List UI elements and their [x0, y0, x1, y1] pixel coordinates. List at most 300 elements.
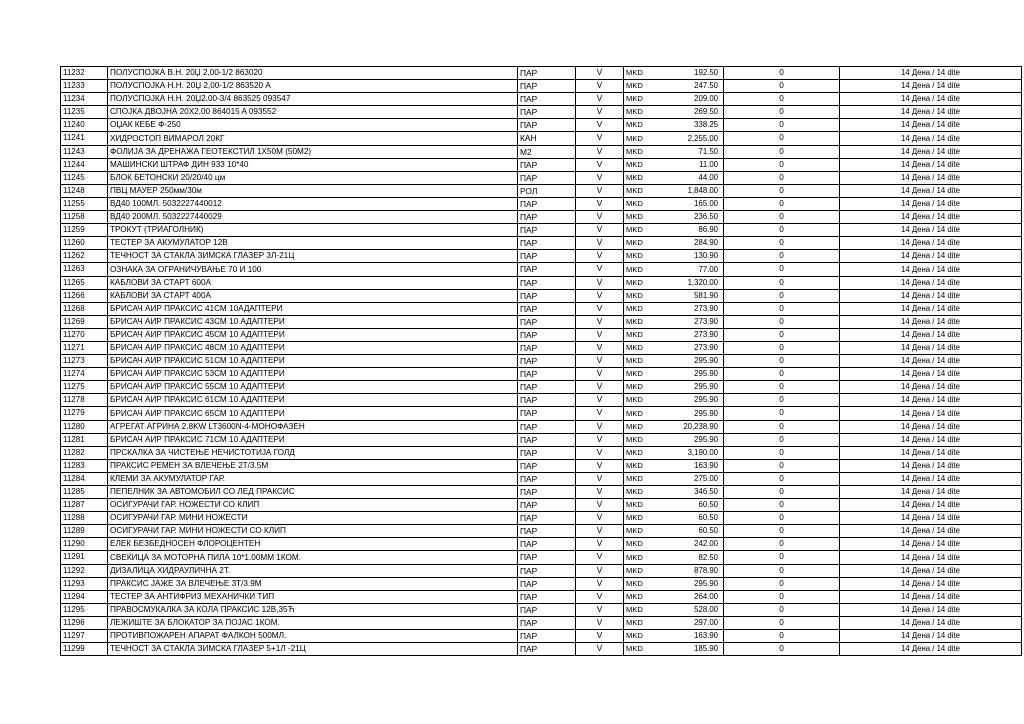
table-row	[61, 603, 1022, 616]
unit-cell: ПАР	[518, 368, 576, 381]
item-code-cell: 11279	[61, 407, 108, 420]
currency-cell: MKD	[624, 525, 664, 538]
item-name-cell: БРИСАЧ АИР ПРАКСИС 41СМ 10АДАПТЕРИ	[108, 302, 518, 315]
delivery-term-cell: 14 Дена / 14 dite	[840, 106, 1022, 119]
price-cell: 1,320.00	[664, 276, 724, 289]
item-code-cell: 11235	[61, 106, 108, 119]
delivery-term-cell: 14 Дена / 14 dite	[840, 643, 1022, 656]
item-code-cell: 11281	[61, 433, 108, 446]
item-code-cell: 11297	[61, 630, 108, 643]
delivery-term-cell: 14 Дена / 14 dite	[840, 224, 1022, 237]
price-cell: 338.25	[664, 119, 724, 132]
quantity-cell: 0	[724, 171, 840, 184]
unit-cell: КАН	[518, 132, 576, 145]
unit-cell: ПАР	[518, 407, 576, 420]
delivery-term-cell: 14 Дена / 14 dite	[840, 459, 1022, 472]
delivery-term-cell: 14 Дена / 14 dite	[840, 184, 1022, 197]
vat-flag-cell: V	[576, 341, 624, 354]
unit-cell: ПАР	[518, 643, 576, 656]
unit-cell: ПАР	[518, 486, 576, 499]
quantity-cell: 0	[724, 538, 840, 551]
table-body	[61, 67, 1022, 656]
currency-cell: MKD	[624, 577, 664, 590]
price-cell: 86.90	[664, 224, 724, 237]
unit-cell: ПАР	[518, 67, 576, 80]
delivery-term-cell: 14 Дена / 14 dite	[840, 551, 1022, 564]
quantity-cell: 0	[724, 355, 840, 368]
table-row	[61, 577, 1022, 590]
table-row	[61, 289, 1022, 302]
unit-cell: ПАР	[518, 224, 576, 237]
vat-flag-cell: V	[576, 289, 624, 302]
delivery-term-cell: 14 Дена / 14 dite	[840, 341, 1022, 354]
item-name-cell: ПРАКСИС РЕМЕН ЗА ВЛЕЧЕЊЕ 2Т/3.5М	[108, 459, 518, 472]
item-name-cell: БРИСАЧ АИР ПРАКСИС 53СМ 10 АДАПТЕРИ	[108, 368, 518, 381]
table-row	[61, 394, 1022, 407]
quantity-cell: 0	[724, 341, 840, 354]
item-code-cell: 11278	[61, 394, 108, 407]
vat-flag-cell: V	[576, 486, 624, 499]
currency-cell: MKD	[624, 538, 664, 551]
item-code-cell: 11268	[61, 302, 108, 315]
unit-cell: ПАР	[518, 630, 576, 643]
vat-flag-cell: V	[576, 119, 624, 132]
quantity-cell: 0	[724, 564, 840, 577]
item-name-cell: КАБЛОВИ ЗА СТАРТ 600А	[108, 276, 518, 289]
delivery-term-cell: 14 Дена / 14 dite	[840, 446, 1022, 459]
item-code-cell: 11260	[61, 237, 108, 250]
price-cell: 2,255.00	[664, 132, 724, 145]
vat-flag-cell: V	[576, 446, 624, 459]
delivery-term-cell: 14 Дена / 14 dite	[840, 289, 1022, 302]
item-name-cell: МАШИНСКИ ШТРАФ ДИН 933 10*40	[108, 158, 518, 171]
delivery-term-cell: 14 Дена / 14 dite	[840, 577, 1022, 590]
vat-flag-cell: V	[576, 368, 624, 381]
item-name-cell: ПРОТИВПОЖАРЕН АПАРАТ ФАЛКОН 500МЛ.	[108, 630, 518, 643]
delivery-term-cell: 14 Дена / 14 dite	[840, 211, 1022, 224]
unit-cell: ПАР	[518, 551, 576, 564]
item-name-cell: ЛЕЖИШТЕ ЗА БЛОКАТОР ЗА ПОЈАС 1КОМ.	[108, 616, 518, 629]
vat-flag-cell: V	[576, 224, 624, 237]
unit-cell: ПАР	[518, 158, 576, 171]
unit-cell: ПАР	[518, 590, 576, 603]
currency-cell: MKD	[624, 80, 664, 93]
quantity-cell: 0	[724, 145, 840, 158]
unit-cell: ПАР	[518, 328, 576, 341]
delivery-term-cell: 14 Дена / 14 dite	[840, 368, 1022, 381]
item-code-cell: 11255	[61, 197, 108, 210]
item-name-cell: ФОЛИЈА ЗА ДРЕНАЖА ГЕОТЕКСТИЛ 1X50M (50M2)	[108, 145, 518, 158]
price-cell: 163.90	[664, 630, 724, 643]
table-row	[61, 472, 1022, 485]
vat-flag-cell: V	[576, 577, 624, 590]
price-cell: 295.90	[664, 407, 724, 420]
item-code-cell: 11284	[61, 472, 108, 485]
table-row	[61, 276, 1022, 289]
item-code-cell: 11240	[61, 119, 108, 132]
unit-cell: ПАР	[518, 250, 576, 263]
delivery-term-cell: 14 Дена / 14 dite	[840, 420, 1022, 433]
item-code-cell: 11299	[61, 643, 108, 656]
delivery-term-cell: 14 Дена / 14 dite	[840, 119, 1022, 132]
vat-flag-cell: V	[576, 158, 624, 171]
currency-cell: MKD	[624, 171, 664, 184]
delivery-term-cell: 14 Дена / 14 dite	[840, 197, 1022, 210]
table-row	[61, 551, 1022, 564]
table-row	[61, 341, 1022, 354]
delivery-term-cell: 14 Дена / 14 dite	[840, 381, 1022, 394]
table-row	[61, 525, 1022, 538]
quantity-cell: 0	[724, 525, 840, 538]
price-cell: 878.90	[664, 564, 724, 577]
item-name-cell: ТРОКУТ (ТРИАГОЛНИК)	[108, 224, 518, 237]
price-cell: 273.90	[664, 341, 724, 354]
currency-cell: MKD	[624, 459, 664, 472]
delivery-term-cell: 14 Дена / 14 dite	[840, 590, 1022, 603]
currency-cell: MKD	[624, 341, 664, 354]
currency-cell: MKD	[624, 289, 664, 302]
item-name-cell: ОСИГУРАЧИ ГАР. МИНИ НОЖЕСТИ СО КЛИП	[108, 525, 518, 538]
price-cell: 247.50	[664, 80, 724, 93]
currency-cell: MKD	[624, 355, 664, 368]
delivery-term-cell: 14 Дена / 14 dite	[840, 603, 1022, 616]
delivery-term-cell: 14 Дена / 14 dite	[840, 486, 1022, 499]
vat-flag-cell: V	[576, 328, 624, 341]
unit-cell: ПАР	[518, 106, 576, 119]
item-name-cell: ВД40 200МЛ. 5032227440029	[108, 211, 518, 224]
currency-cell: MKD	[624, 630, 664, 643]
vat-flag-cell: V	[576, 394, 624, 407]
vat-flag-cell: V	[576, 197, 624, 210]
unit-cell: ПАР	[518, 263, 576, 276]
currency-cell: MKD	[624, 368, 664, 381]
price-cell: 71.50	[664, 145, 724, 158]
item-name-cell: ПЕПЕЛНИК ЗА АВТОМОБИЛ СО ЛЕД ПРАКСИС	[108, 486, 518, 499]
item-code-cell: 11295	[61, 603, 108, 616]
item-name-cell: ОЏАК КЕБЕ Ф-250	[108, 119, 518, 132]
currency-cell: MKD	[624, 486, 664, 499]
quantity-cell: 0	[724, 603, 840, 616]
quantity-cell: 0	[724, 237, 840, 250]
item-name-cell: БРИСАЧ АИР ПРАКСИС 65СМ 10 АДАПТЕРИ	[108, 407, 518, 420]
price-cell: 130.90	[664, 250, 724, 263]
quantity-cell: 0	[724, 276, 840, 289]
item-code-cell: 11293	[61, 577, 108, 590]
table-row	[61, 590, 1022, 603]
currency-cell: MKD	[624, 590, 664, 603]
vat-flag-cell: V	[576, 407, 624, 420]
table-row	[61, 355, 1022, 368]
item-name-cell: БРИСАЧ АИР ПРАКСИС 71СМ 10 АДАПТЕРИ	[108, 433, 518, 446]
quantity-cell: 0	[724, 119, 840, 132]
table-row	[61, 158, 1022, 171]
unit-cell: ПАР	[518, 616, 576, 629]
vat-flag-cell: V	[576, 433, 624, 446]
delivery-term-cell: 14 Дена / 14 dite	[840, 328, 1022, 341]
delivery-term-cell: 14 Дена / 14 dite	[840, 276, 1022, 289]
item-name-cell: ВД40 100МЛ. 5032227440012	[108, 197, 518, 210]
quantity-cell: 0	[724, 328, 840, 341]
item-name-cell: СВЕЌИЦА ЗА МОТОРНА ПИЛА 10*1.00ММ 1КОМ.	[108, 551, 518, 564]
table-row	[61, 171, 1022, 184]
currency-cell: MKD	[624, 420, 664, 433]
currency-cell: MKD	[624, 263, 664, 276]
table-row	[61, 459, 1022, 472]
quantity-cell: 0	[724, 197, 840, 210]
unit-cell: M2	[518, 145, 576, 158]
vat-flag-cell: V	[576, 106, 624, 119]
table-row	[61, 381, 1022, 394]
item-name-cell: КАБЛОВИ ЗА СТАРТ 400А	[108, 289, 518, 302]
quantity-cell: 0	[724, 499, 840, 512]
currency-cell: MKD	[624, 603, 664, 616]
price-cell: 269.50	[664, 106, 724, 119]
item-code-cell: 11259	[61, 224, 108, 237]
item-code-cell: 11273	[61, 355, 108, 368]
price-list-table	[60, 66, 1022, 656]
item-code-cell: 11266	[61, 289, 108, 302]
currency-cell: MKD	[624, 224, 664, 237]
vat-flag-cell: V	[576, 315, 624, 328]
item-code-cell: 11291	[61, 551, 108, 564]
item-name-cell: ТЕСТЕР ЗА АКУМУЛАТОР 12В	[108, 237, 518, 250]
item-code-cell: 11269	[61, 315, 108, 328]
delivery-term-cell: 14 Дена / 14 dite	[840, 433, 1022, 446]
item-name-cell: БРИСАЧ АИР ПРАКСИС 45СМ 10 АДАПТЕРИ	[108, 328, 518, 341]
price-cell: 264.00	[664, 590, 724, 603]
item-name-cell: ПВЦ МАУЕР 250мм/30м	[108, 184, 518, 197]
table-row	[61, 499, 1022, 512]
item-code-cell: 11296	[61, 616, 108, 629]
quantity-cell: 0	[724, 184, 840, 197]
item-code-cell: 11282	[61, 446, 108, 459]
table-row	[61, 538, 1022, 551]
quantity-cell: 0	[724, 106, 840, 119]
price-cell: 209.00	[664, 93, 724, 106]
unit-cell: ПАР	[518, 394, 576, 407]
currency-cell: MKD	[624, 158, 664, 171]
delivery-term-cell: 14 Дена / 14 dite	[840, 499, 1022, 512]
currency-cell: MKD	[624, 302, 664, 315]
vat-flag-cell: V	[576, 171, 624, 184]
price-cell: 275.00	[664, 472, 724, 485]
item-code-cell: 11241	[61, 132, 108, 145]
delivery-term-cell: 14 Дена / 14 dite	[840, 564, 1022, 577]
item-name-cell: БРИСАЧ АИР ПРАКСИС 61СМ 10 АДАПТЕРИ	[108, 394, 518, 407]
table-row	[61, 80, 1022, 93]
quantity-cell: 0	[724, 80, 840, 93]
table-row	[61, 486, 1022, 499]
item-code-cell: 11248	[61, 184, 108, 197]
table-row	[61, 328, 1022, 341]
item-name-cell: БЛОК БЕТОНСКИ 20/20/40 цм	[108, 171, 518, 184]
price-cell: 346.50	[664, 486, 724, 499]
price-cell: 581.90	[664, 289, 724, 302]
currency-cell: MKD	[624, 315, 664, 328]
unit-cell: ПАР	[518, 525, 576, 538]
price-cell: 192.50	[664, 67, 724, 80]
table-row	[61, 564, 1022, 577]
vat-flag-cell: V	[576, 355, 624, 368]
table-row	[61, 420, 1022, 433]
unit-cell: ПАР	[518, 459, 576, 472]
currency-cell: MKD	[624, 106, 664, 119]
vat-flag-cell: V	[576, 93, 624, 106]
table-row	[61, 315, 1022, 328]
price-cell: 60.50	[664, 525, 724, 538]
unit-cell: ПАР	[518, 381, 576, 394]
item-code-cell: 11292	[61, 564, 108, 577]
item-code-cell: 11263	[61, 263, 108, 276]
unit-cell: ПАР	[518, 289, 576, 302]
unit-cell: ПАР	[518, 197, 576, 210]
vat-flag-cell: V	[576, 538, 624, 551]
item-name-cell: ПРСКАЛКА ЗА ЧИСТЕЊЕ НЕЧИСТОТИЈА ГОЛД	[108, 446, 518, 459]
delivery-term-cell: 14 Дена / 14 dite	[840, 407, 1022, 420]
price-cell: 295.90	[664, 355, 724, 368]
price-cell: 242.00	[664, 538, 724, 551]
unit-cell: ПАР	[518, 119, 576, 132]
delivery-term-cell: 14 Дена / 14 dite	[840, 93, 1022, 106]
price-cell: 295.90	[664, 368, 724, 381]
unit-cell: ПАР	[518, 420, 576, 433]
currency-cell: MKD	[624, 197, 664, 210]
currency-cell: MKD	[624, 394, 664, 407]
table-row	[61, 446, 1022, 459]
price-cell: 20,238.90	[664, 420, 724, 433]
quantity-cell: 0	[724, 302, 840, 315]
quantity-cell: 0	[724, 315, 840, 328]
table-row	[61, 616, 1022, 629]
price-cell: 3,190.00	[664, 446, 724, 459]
table-row	[61, 67, 1022, 80]
item-code-cell: 11287	[61, 499, 108, 512]
quantity-cell: 0	[724, 551, 840, 564]
unit-cell: ПАР	[518, 472, 576, 485]
vat-flag-cell: V	[576, 564, 624, 577]
vat-flag-cell: V	[576, 512, 624, 525]
table-row	[61, 93, 1022, 106]
quantity-cell: 0	[724, 643, 840, 656]
currency-cell: MKD	[624, 211, 664, 224]
currency-cell: MKD	[624, 184, 664, 197]
delivery-term-cell: 14 Дена / 14 dite	[840, 171, 1022, 184]
item-code-cell: 11274	[61, 368, 108, 381]
unit-cell: ПАР	[518, 499, 576, 512]
item-code-cell: 11280	[61, 420, 108, 433]
delivery-term-cell: 14 Дена / 14 dite	[840, 263, 1022, 276]
delivery-term-cell: 14 Дена / 14 dite	[840, 80, 1022, 93]
item-name-cell: СПОЈКА ДВОЈНА 20X2,00 864015 A 093552	[108, 106, 518, 119]
delivery-term-cell: 14 Дена / 14 dite	[840, 355, 1022, 368]
vat-flag-cell: V	[576, 630, 624, 643]
item-name-cell: ОЗНАКА ЗА ОГРАНИЧУВАЊЕ 70 И 100	[108, 263, 518, 276]
currency-cell: MKD	[624, 512, 664, 525]
table-row	[61, 119, 1022, 132]
table-row	[61, 224, 1022, 237]
quantity-cell: 0	[724, 158, 840, 171]
currency-cell: MKD	[624, 407, 664, 420]
vat-flag-cell: V	[576, 420, 624, 433]
item-name-cell: ПРАВОСМУКАЛКА ЗА КОЛА ПРАКСИС 12В,35Ћ	[108, 603, 518, 616]
currency-cell: MKD	[624, 67, 664, 80]
item-name-cell: ОСИГУРАЧИ ГАР. НОЖЕСТИ СО КЛИП	[108, 499, 518, 512]
currency-cell: MKD	[624, 564, 664, 577]
table-row	[61, 211, 1022, 224]
delivery-term-cell: 14 Дена / 14 dite	[840, 250, 1022, 263]
item-code-cell: 11265	[61, 276, 108, 289]
unit-cell: ПАР	[518, 603, 576, 616]
unit-cell: ПАР	[518, 512, 576, 525]
quantity-cell: 0	[724, 93, 840, 106]
item-code-cell: 11275	[61, 381, 108, 394]
item-code-cell: 11290	[61, 538, 108, 551]
price-cell: 165.00	[664, 197, 724, 210]
price-cell: 284.90	[664, 237, 724, 250]
delivery-term-cell: 14 Дена / 14 dite	[840, 315, 1022, 328]
quantity-cell: 0	[724, 289, 840, 302]
currency-cell: MKD	[624, 119, 664, 132]
vat-flag-cell: V	[576, 499, 624, 512]
vat-flag-cell: V	[576, 590, 624, 603]
quantity-cell: 0	[724, 394, 840, 407]
vat-flag-cell: V	[576, 551, 624, 564]
currency-cell: MKD	[624, 250, 664, 263]
item-code-cell: 11234	[61, 93, 108, 106]
item-name-cell: ОСИГУРАЧИ ГАР. МИНИ НОЖЕСТИ	[108, 512, 518, 525]
quantity-cell: 0	[724, 381, 840, 394]
item-code-cell: 11285	[61, 486, 108, 499]
currency-cell: MKD	[624, 276, 664, 289]
item-name-cell: АГРЕГАТ АГРИНА 2.8KW LT3600N-4-МОНОФАЗЕН	[108, 420, 518, 433]
price-cell: 185.90	[664, 643, 724, 656]
quantity-cell: 0	[724, 433, 840, 446]
price-cell: 44.00	[664, 171, 724, 184]
item-name-cell: ЕЛЕК БЕЗБЕДНОСЕН ФЛОРОЦЕНТЕН	[108, 538, 518, 551]
currency-cell: MKD	[624, 551, 664, 564]
table-row	[61, 106, 1022, 119]
quantity-cell: 0	[724, 446, 840, 459]
table-row	[61, 407, 1022, 420]
price-cell: 273.90	[664, 315, 724, 328]
vat-flag-cell: V	[576, 237, 624, 250]
currency-cell: MKD	[624, 433, 664, 446]
quantity-cell: 0	[724, 368, 840, 381]
item-code-cell: 11243	[61, 145, 108, 158]
item-code-cell: 11232	[61, 67, 108, 80]
quantity-cell: 0	[724, 512, 840, 525]
item-name-cell: ДИЗАЛИЦА ХИДРАУЛИЧНА 2Т.	[108, 564, 518, 577]
unit-cell: ПАР	[518, 564, 576, 577]
vat-flag-cell: V	[576, 184, 624, 197]
currency-cell: MKD	[624, 499, 664, 512]
item-code-cell: 11233	[61, 80, 108, 93]
unit-cell: ПАР	[518, 237, 576, 250]
item-code-cell: 11294	[61, 590, 108, 603]
delivery-term-cell: 14 Дена / 14 dite	[840, 512, 1022, 525]
table-row	[61, 263, 1022, 276]
item-code-cell: 11288	[61, 512, 108, 525]
vat-flag-cell: V	[576, 276, 624, 289]
quantity-cell: 0	[724, 630, 840, 643]
price-cell: 528.00	[664, 603, 724, 616]
quantity-cell: 0	[724, 263, 840, 276]
vat-flag-cell: V	[576, 459, 624, 472]
unit-cell: ПАР	[518, 276, 576, 289]
delivery-term-cell: 14 Дена / 14 dite	[840, 132, 1022, 145]
table-row	[61, 302, 1022, 315]
unit-cell: ПАР	[518, 302, 576, 315]
